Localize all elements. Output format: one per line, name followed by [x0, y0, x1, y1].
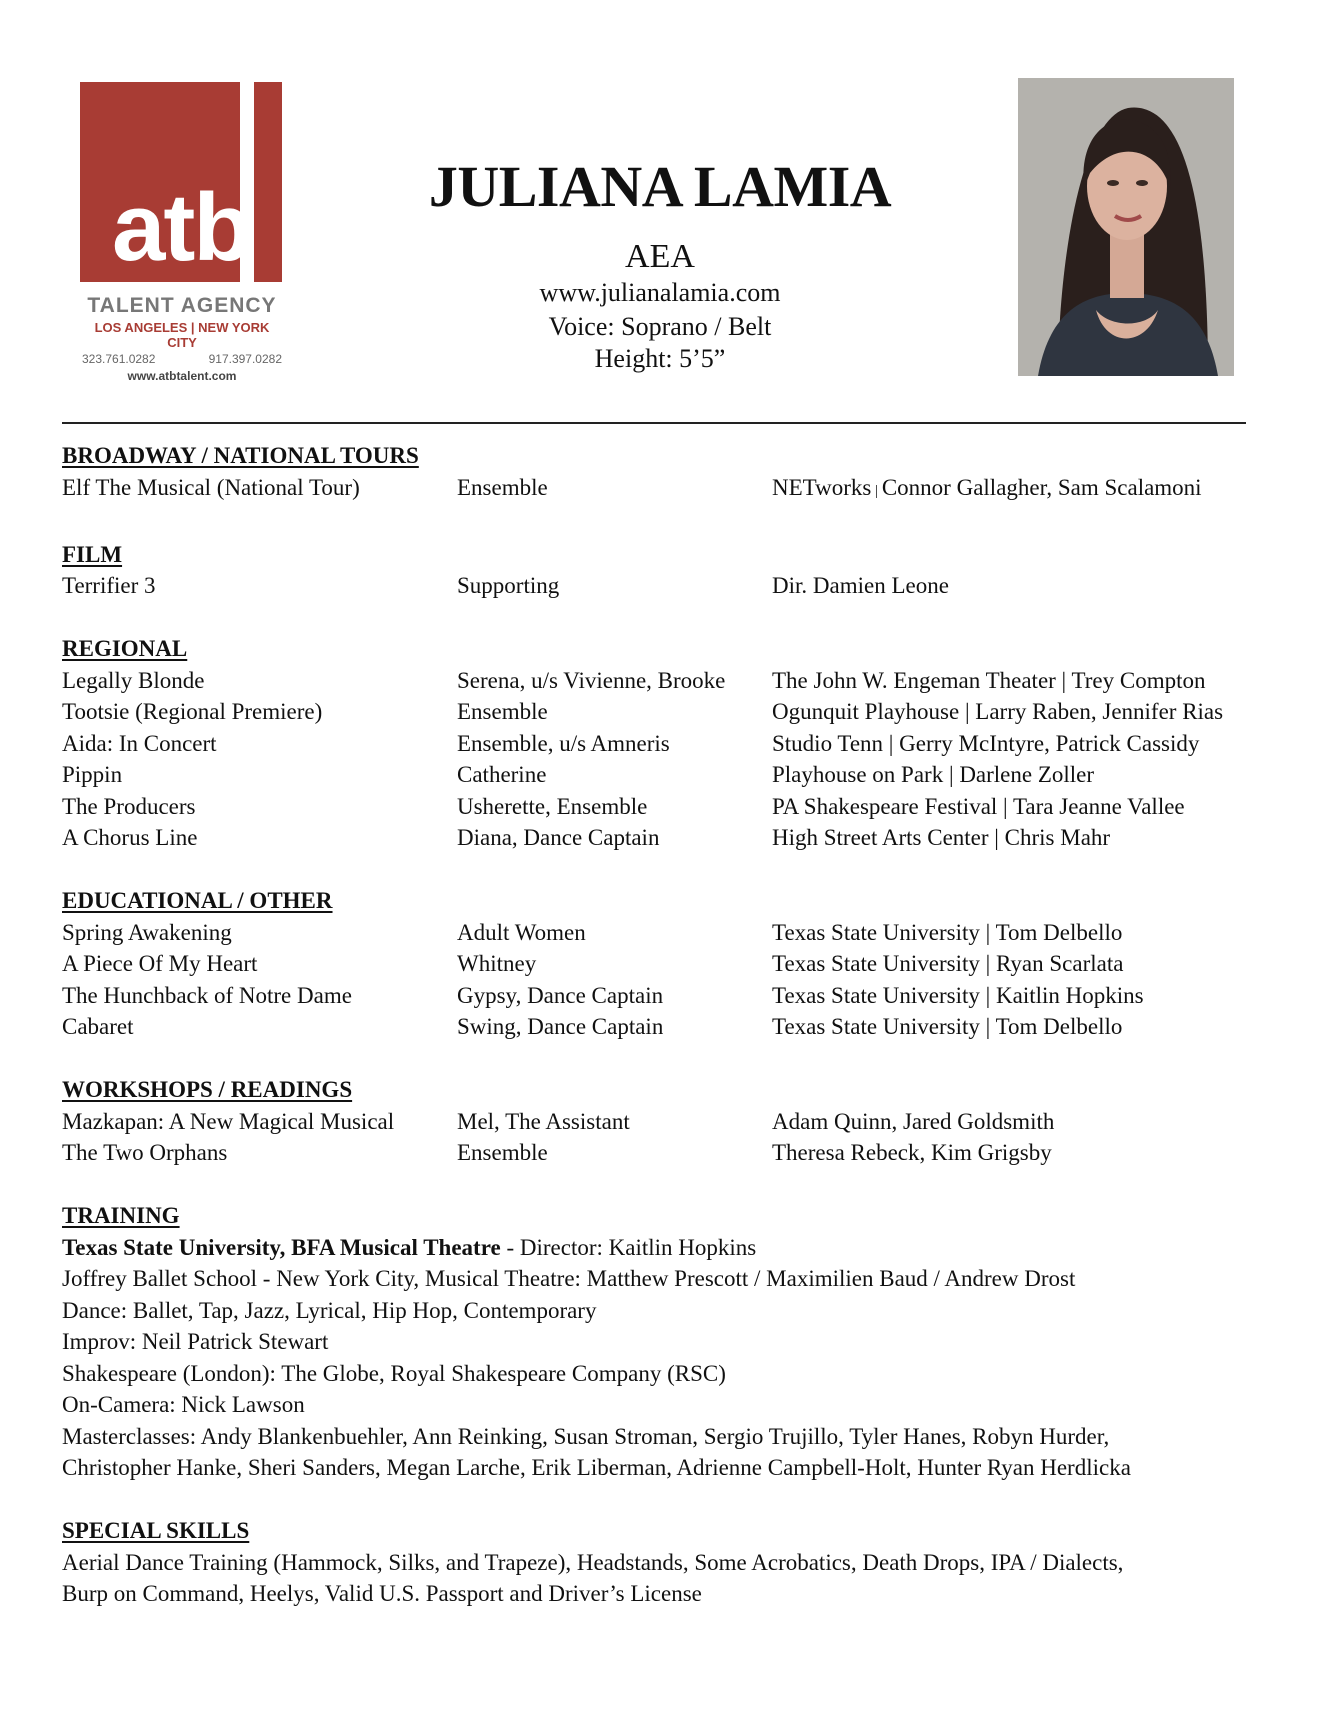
section-title: TRAINING	[62, 1203, 180, 1228]
credit-row: Elf The Musical (National Tour) Ensemble NETworks | Connor Gallagher, Sam Scalamoni	[62, 474, 1202, 500]
training-line: Masterclasses: Andy Blankenbuehler, Ann Reinking, Susan Stroman, Sergio Trujillo, Tyler Hanes, Robyn Hurder,	[62, 1423, 1110, 1449]
section-training	[62, 1200, 1272, 1484]
credit-row: Aida: In Concert Ensemble, u/s Amneris Studio Tenn | Gerry McIntyre, Patrick Cassidy	[62, 730, 1200, 756]
credit-row: Terrifier 3 Supporting Dir. Damien Leone	[62, 573, 949, 598]
logo-phone-la: 323.761.0282	[82, 352, 156, 366]
logo-phone-ny: 917.397.0282	[208, 352, 282, 366]
credit-row: A Piece Of My Heart Whitney Texas State University | Ryan Scarlata	[62, 951, 1124, 976]
website-link[interactable]: www.julianalamia.com	[539, 278, 781, 307]
headshot-photo	[1018, 78, 1234, 376]
voice-type: Voice: Soprano / Belt	[548, 312, 772, 341]
actor-name: JULIANA LAMIA	[428, 154, 892, 219]
logo-site: www.atbtalent.com	[127, 369, 237, 383]
section-title: FILM	[62, 541, 123, 567]
training-line: On-Camera: Nick Lawson	[62, 1392, 305, 1417]
section-skills	[62, 1515, 1272, 1610]
credit-row: Legally Blonde Serena, u/s Vivienne, Brooke The John W. Engeman Theater | Trey Compton	[62, 667, 1206, 693]
logo-wordmark: atb	[112, 174, 250, 281]
header-divider	[62, 422, 1246, 424]
credit-row: Spring Awakening Adult Women Texas State University | Tom Delbello	[62, 919, 1123, 945]
logo-cities: LOS ANGELES | NEW YORK CITY	[94, 320, 270, 350]
resume-body	[62, 440, 1272, 1641]
credit-row: The Producers Usherette, Ensemble PA Shakespeare Festival | Tara Jeanne Vallee	[62, 793, 1185, 819]
credit-row: Tootsie (Regional Premiere) Ensemble Ogunquit Playhouse | Larry Raben, Jennifer Rias	[62, 699, 1224, 724]
section-educational	[62, 885, 1272, 1043]
credit-row: Mazkapan: A New Magical Musical Mel, The Assistant Adam Quinn, Jared Goldsmith	[62, 1108, 1055, 1134]
logo-phones	[80, 352, 284, 366]
section-title: SPECIAL SKILLS	[62, 1518, 250, 1543]
credit-row: Cabaret Swing, Dance Captain Texas State University | Tom Delbello	[62, 1014, 1123, 1039]
credit-row: Pippin Catherine Playhouse on Park | Darlene Zoller	[62, 762, 1095, 787]
credit-row: A Chorus Line Diana, Dance Captain High Street Arts Center | Chris Mahr	[62, 825, 1111, 850]
agency-logo	[80, 82, 284, 383]
logo-agency: TALENT AGENCY	[87, 294, 277, 317]
training-line: Dance: Ballet, Tap, Jazz, Lyrical, Hip Hop, Contemporary	[62, 1297, 597, 1323]
section-film	[62, 539, 1272, 602]
section-title: REGIONAL	[62, 636, 188, 661]
credit-row: The Hunchback of Notre Dame Gypsy, Dance Captain Texas State University | Kaitlin Hopkins	[62, 982, 1144, 1008]
section-title: EDUCATIONAL / OTHER	[62, 888, 333, 913]
skills-line: Aerial Dance Training (Hammock, Silks, and Trapeze), Headstands, Some Acrobatics, Death Drops, IPA / Dialects,	[62, 1549, 1124, 1575]
section-broadway	[62, 440, 1272, 507]
section-title: BROADWAY / NATIONAL TOURS	[62, 443, 419, 468]
logo-mark	[80, 82, 282, 282]
section-regional	[62, 633, 1272, 854]
training-line: Christopher Hanke, Sheri Sanders, Megan Larche, Erik Liberman, Adrienne Campbell-Holt, Hunter Ryan Herdlicka	[62, 1455, 1131, 1480]
training-line: Shakespeare (London): The Globe, Royal Shakespeare Company (RSC)	[62, 1360, 726, 1386]
training-line: Improv: Neil Patrick Stewart	[62, 1329, 329, 1354]
section-workshops	[62, 1074, 1272, 1169]
section-title: WORKSHOPS / READINGS	[62, 1077, 353, 1102]
training-school: Texas State University, BFA Musical Theatre - Director: Kaitlin Hopkins	[62, 1234, 757, 1260]
height: Height: 5’5”	[594, 344, 726, 373]
skills-line: Burp on Command, Heelys, Valid U.S. Passport and Driver’s License	[62, 1581, 702, 1606]
training-line: Joffrey Ballet School - New York City, Musical Theatre: Matthew Prescott / Maximilien Baud / Andrew Drost	[62, 1266, 1076, 1291]
credit-row: The Two Orphans Ensemble Theresa Rebeck, Kim Grigsby	[62, 1140, 1052, 1165]
union: AEA	[625, 238, 695, 275]
